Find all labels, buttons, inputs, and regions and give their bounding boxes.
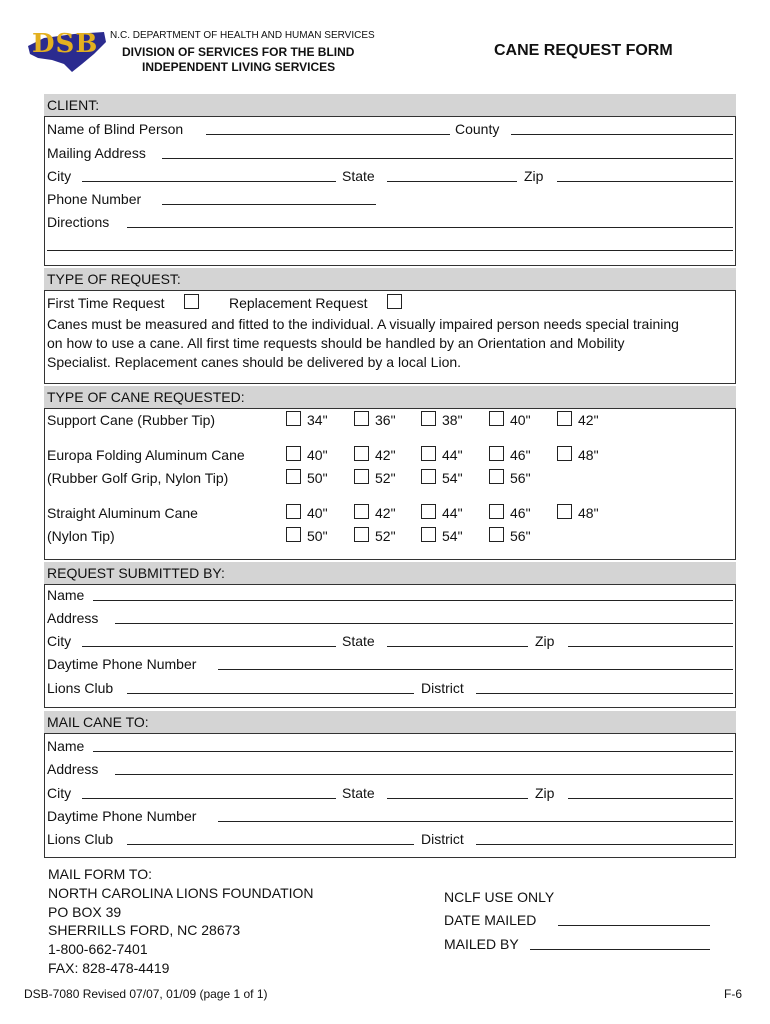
support-cane-size-label: 42" bbox=[578, 412, 599, 428]
europa-cane-checkbox[interactable] bbox=[286, 469, 301, 484]
client-phone-field[interactable] bbox=[162, 204, 376, 205]
straight-cane-checkbox[interactable] bbox=[286, 527, 301, 542]
submitter-zip-field[interactable] bbox=[568, 646, 733, 647]
europa-cane-size-label: 42" bbox=[375, 447, 396, 463]
mailto-name-label: Name bbox=[47, 738, 85, 754]
client-zip-field[interactable] bbox=[557, 181, 733, 182]
nclf-title: NCLF USE ONLY bbox=[444, 889, 555, 905]
mailto-district-label: District bbox=[421, 831, 464, 847]
mailto-name-field[interactable] bbox=[93, 751, 733, 752]
mailto-address-field[interactable] bbox=[115, 774, 733, 775]
client-directions-label: Directions bbox=[47, 214, 110, 230]
mailto-city-field[interactable] bbox=[82, 798, 336, 799]
mail-form-line1: MAIL FORM TO: bbox=[48, 866, 152, 882]
client-heading: CLIENT: bbox=[44, 94, 736, 117]
straight-cane-size-label: 52" bbox=[375, 528, 396, 544]
mailto-club-label: Lions Club bbox=[47, 831, 114, 847]
mailto-zip-label: Zip bbox=[535, 785, 555, 801]
mailed-by-label: MAILED BY bbox=[444, 936, 519, 952]
client-zip-label: Zip bbox=[524, 168, 544, 184]
submitter-address-label: Address bbox=[47, 610, 99, 626]
mailto-state-label: State bbox=[342, 785, 375, 801]
submitter-club-field[interactable] bbox=[127, 693, 414, 694]
client-state-label: State bbox=[342, 168, 375, 184]
date-mailed-field[interactable] bbox=[558, 925, 710, 926]
submitter-district-field[interactable] bbox=[476, 693, 733, 694]
submitter-name-label: Name bbox=[47, 587, 85, 603]
submitter-phone-label: Daytime Phone Number bbox=[47, 656, 197, 672]
europa-cane-size-label: 52" bbox=[375, 470, 396, 486]
support-cane-checkbox[interactable] bbox=[354, 411, 369, 426]
mail-form-line2: NORTH CAROLINA LIONS FOUNDATION bbox=[48, 885, 314, 901]
europa-cane-size-label: 46" bbox=[510, 447, 531, 463]
client-name-label: Name of Blind Person bbox=[47, 121, 184, 137]
straight-cane-sublabel: (Nylon Tip) bbox=[47, 528, 115, 544]
division-name: DIVISION OF SERVICES FOR THE BLIND bbox=[122, 45, 355, 59]
straight-cane-size-label: 50" bbox=[307, 528, 328, 544]
mail-form-line5: 1-800-662-7401 bbox=[48, 941, 148, 957]
support-cane-size-label: 34" bbox=[307, 412, 328, 428]
support-cane-size-label: 38" bbox=[442, 412, 463, 428]
client-mailing-field[interactable] bbox=[162, 158, 733, 159]
client-mailing-label: Mailing Address bbox=[47, 145, 146, 161]
replacement-label: Replacement Request bbox=[229, 295, 368, 311]
mailto-city-label: City bbox=[47, 785, 72, 801]
mailto-district-field[interactable] bbox=[476, 844, 733, 845]
submitter-name-field[interactable] bbox=[93, 600, 733, 601]
first-time-label: First Time Request bbox=[47, 295, 165, 311]
europa-cane-checkbox[interactable] bbox=[557, 446, 572, 461]
support-cane-size-label: 36" bbox=[375, 412, 396, 428]
form-revision: DSB-7080 Revised 07/07, 01/09 (page 1 of 1) bbox=[24, 987, 268, 1001]
straight-cane-checkbox[interactable] bbox=[489, 504, 504, 519]
replacement-checkbox[interactable] bbox=[387, 294, 402, 309]
client-state-field[interactable] bbox=[387, 181, 517, 182]
mailto-phone-label: Daytime Phone Number bbox=[47, 808, 197, 824]
straight-cane-size-label: 56" bbox=[510, 528, 531, 544]
support-cane-checkbox[interactable] bbox=[421, 411, 436, 426]
europa-cane-checkbox[interactable] bbox=[421, 469, 436, 484]
support-cane-checkbox[interactable] bbox=[557, 411, 572, 426]
straight-cane-checkbox[interactable] bbox=[354, 504, 369, 519]
mailto-address-label: Address bbox=[47, 761, 99, 777]
submitted-by-heading: REQUEST SUBMITTED BY: bbox=[44, 562, 736, 585]
support-cane-checkbox[interactable] bbox=[489, 411, 504, 426]
mail-form-line4: SHERRILLS FORD, NC 28673 bbox=[48, 922, 241, 938]
straight-cane-size-label: 48" bbox=[578, 505, 599, 521]
submitter-address-field[interactable] bbox=[115, 623, 733, 624]
mail-form-line3: PO BOX 39 bbox=[48, 904, 122, 920]
support-cane-label: Support Cane (Rubber Tip) bbox=[47, 412, 216, 428]
straight-cane-checkbox[interactable] bbox=[354, 527, 369, 542]
program-name: INDEPENDENT LIVING SERVICES bbox=[142, 60, 336, 74]
submitter-club-label: Lions Club bbox=[47, 680, 114, 696]
dsb-logo bbox=[24, 24, 108, 74]
straight-cane-size-label: 42" bbox=[375, 505, 396, 521]
mailed-by-field[interactable] bbox=[530, 949, 710, 950]
client-section bbox=[44, 94, 736, 266]
submitter-city-label: City bbox=[47, 633, 72, 649]
europa-cane-size-label: 50" bbox=[307, 470, 328, 486]
mailto-state-field[interactable] bbox=[387, 798, 528, 799]
support-cane-size-label: 40" bbox=[510, 412, 531, 428]
straight-cane-size-label: 54" bbox=[442, 528, 463, 544]
submitter-state-field[interactable] bbox=[387, 646, 528, 647]
dept-name: N.C. DEPARTMENT OF HEALTH AND HUMAN SERVICES bbox=[110, 30, 375, 41]
logo-text: DSB bbox=[32, 29, 99, 59]
europa-cane-checkbox[interactable] bbox=[421, 446, 436, 461]
request-note-line2: on how to use a cane. All first time requests should be handled by an Orientation and Mobility bbox=[47, 335, 625, 351]
europa-cane-size-label: 40" bbox=[307, 447, 328, 463]
request-type-heading: TYPE OF REQUEST: bbox=[44, 268, 736, 291]
straight-cane-size-label: 44" bbox=[442, 505, 463, 521]
mailto-zip-field[interactable] bbox=[568, 798, 733, 799]
europa-cane-size-label: 54" bbox=[442, 470, 463, 486]
submitter-city-field[interactable] bbox=[82, 646, 336, 647]
mailto-club-field[interactable] bbox=[127, 844, 414, 845]
client-county-field[interactable] bbox=[511, 134, 733, 135]
straight-cane-checkbox[interactable] bbox=[421, 504, 436, 519]
submitter-phone-field[interactable] bbox=[218, 669, 733, 670]
straight-cane-size-label: 46" bbox=[510, 505, 531, 521]
europa-cane-checkbox[interactable] bbox=[354, 469, 369, 484]
europa-cane-checkbox[interactable] bbox=[286, 446, 301, 461]
straight-cane-size-label: 40" bbox=[307, 505, 328, 521]
request-note-line1: Canes must be measured and fitted to the individual. A visually impaired person needs special training bbox=[47, 316, 679, 332]
client-county-label: County bbox=[455, 121, 500, 137]
submitter-zip-label: Zip bbox=[535, 633, 555, 649]
europa-cane-size-label: 48" bbox=[578, 447, 599, 463]
client-name-field[interactable] bbox=[206, 134, 450, 135]
form-title: CANE REQUEST FORM bbox=[494, 42, 673, 59]
cane-type-heading: TYPE OF CANE REQUESTED: bbox=[44, 386, 736, 409]
client-directions-field-2[interactable] bbox=[47, 250, 733, 251]
client-city-field[interactable] bbox=[82, 181, 336, 182]
support-cane-checkbox[interactable] bbox=[286, 411, 301, 426]
submitter-state-label: State bbox=[342, 633, 375, 649]
request-note-line3: Specialist. Replacement canes should be delivered by a local Lion. bbox=[47, 354, 462, 370]
europa-cane-size-label: 56" bbox=[510, 470, 531, 486]
europa-cane-size-label: 44" bbox=[442, 447, 463, 463]
europa-cane-label: Europa Folding Aluminum Cane bbox=[47, 447, 245, 463]
straight-cane-label: Straight Aluminum Cane bbox=[47, 505, 198, 521]
submitter-district-label: District bbox=[421, 680, 464, 696]
europa-cane-checkbox[interactable] bbox=[489, 469, 504, 484]
straight-cane-checkbox[interactable] bbox=[557, 504, 572, 519]
europa-cane-sublabel: (Rubber Golf Grip, Nylon Tip) bbox=[47, 470, 229, 486]
straight-cane-checkbox[interactable] bbox=[286, 504, 301, 519]
form-code: F-6 bbox=[724, 987, 742, 1001]
client-city-label: City bbox=[47, 168, 72, 184]
mailto-phone-field[interactable] bbox=[218, 821, 733, 822]
mail-form-line6: FAX: 828-478-4419 bbox=[48, 960, 170, 976]
mail-to-heading: MAIL CANE TO: bbox=[44, 711, 736, 734]
europa-cane-checkbox[interactable] bbox=[354, 446, 369, 461]
client-directions-field[interactable] bbox=[127, 227, 733, 228]
client-phone-label: Phone Number bbox=[47, 191, 142, 207]
straight-cane-checkbox[interactable] bbox=[421, 527, 436, 542]
straight-cane-checkbox[interactable] bbox=[489, 527, 504, 542]
date-mailed-label: DATE MAILED bbox=[444, 912, 537, 928]
first-time-checkbox[interactable] bbox=[184, 294, 199, 309]
europa-cane-checkbox[interactable] bbox=[489, 446, 504, 461]
